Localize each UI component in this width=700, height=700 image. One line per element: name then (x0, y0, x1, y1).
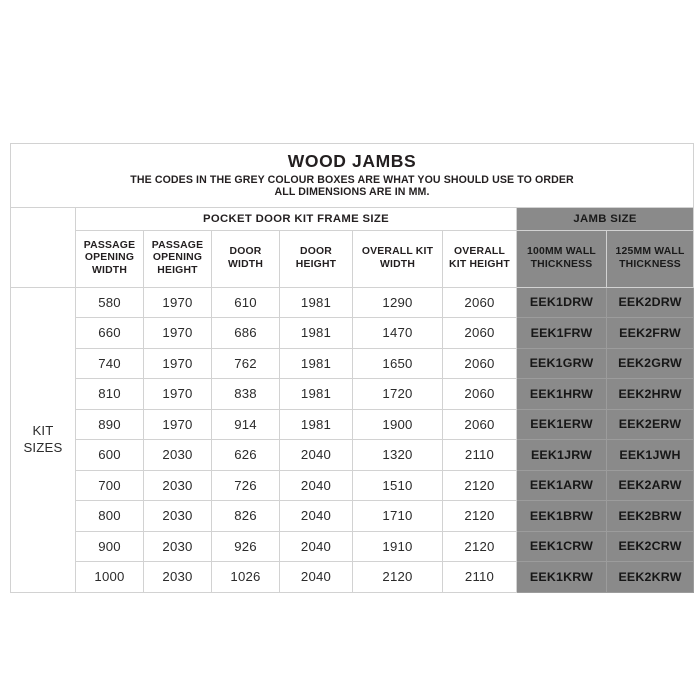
cell-door-height: 1981 (280, 318, 353, 349)
cell-overall-kit-width: 2120 (353, 562, 443, 593)
column-header-row (11, 230, 694, 287)
cell-door-width: 1026 (212, 562, 280, 593)
table-row (11, 501, 694, 532)
column-header-100mm-wall-thickness: 100MM WALL THICKNESS (517, 230, 607, 287)
cell-overall-kit-height: 2120 (443, 501, 517, 532)
column-header-door-width: DOOR WIDTH (212, 230, 280, 287)
cell-jamb-125mm-code: EEK1JWH (607, 440, 694, 471)
cell-overall-kit-width: 1710 (353, 501, 443, 532)
column-header-overall-kit-width: OVERALL KIT WIDTH (353, 230, 443, 287)
cell-jamb-125mm-code: EEK2GRW (607, 348, 694, 379)
cell-door-width: 726 (212, 470, 280, 501)
cell-overall-kit-height: 2110 (443, 562, 517, 593)
table-row (11, 318, 694, 349)
cell-passage-opening-height: 1970 (144, 287, 212, 318)
group-header-jamb-size: JAMB SIZE (517, 207, 694, 230)
cell-overall-kit-height: 2120 (443, 470, 517, 501)
cell-overall-kit-width: 1320 (353, 440, 443, 471)
cell-passage-opening-height: 1970 (144, 348, 212, 379)
cell-door-height: 2040 (280, 531, 353, 562)
table-body (11, 287, 694, 592)
cell-passage-opening-height: 1970 (144, 318, 212, 349)
table-row (11, 440, 694, 471)
cell-door-height: 2040 (280, 440, 353, 471)
cell-overall-kit-width: 1720 (353, 379, 443, 410)
cell-passage-opening-width: 660 (76, 318, 144, 349)
cell-jamb-100mm-code: EEK1KRW (517, 562, 607, 593)
cell-passage-opening-height: 1970 (144, 379, 212, 410)
cell-door-height: 1981 (280, 287, 353, 318)
cell-jamb-125mm-code: EEK2FRW (607, 318, 694, 349)
cell-jamb-100mm-code: EEK1GRW (517, 348, 607, 379)
cell-jamb-125mm-code: EEK2DRW (607, 287, 694, 318)
title-subline-2: ALL DIMENSIONS ARE IN MM. (274, 186, 430, 199)
cell-jamb-100mm-code: EEK1HRW (517, 379, 607, 410)
group-header-frame-size: POCKET DOOR KIT FRAME SIZE (76, 207, 517, 230)
table-row (11, 531, 694, 562)
cell-jamb-100mm-code: EEK1DRW (517, 287, 607, 318)
cell-passage-opening-width: 700 (76, 470, 144, 501)
cell-jamb-125mm-code: EEK2HRW (607, 379, 694, 410)
wood-jambs-spec-table (10, 143, 694, 593)
cell-door-width: 626 (212, 440, 280, 471)
cell-jamb-125mm-code: EEK2ARW (607, 470, 694, 501)
table-row (11, 470, 694, 501)
column-header-passage-opening-height: PASSAGE OPENING HEIGHT (144, 230, 212, 287)
column-header-passage-opening-width: PASSAGE OPENING WIDTH (76, 230, 144, 287)
title-block (11, 144, 694, 208)
cell-overall-kit-height: 2060 (443, 318, 517, 349)
cell-passage-opening-height: 2030 (144, 440, 212, 471)
table-row (11, 379, 694, 410)
cell-jamb-100mm-code: EEK1FRW (517, 318, 607, 349)
cell-jamb-125mm-code: EEK2ERW (607, 409, 694, 440)
cell-passage-opening-height: 1970 (144, 409, 212, 440)
cell-passage-opening-width: 580 (76, 287, 144, 318)
table-row (11, 348, 694, 379)
cell-passage-opening-width: 1000 (76, 562, 144, 593)
title-row (11, 144, 694, 208)
cell-door-width: 838 (212, 379, 280, 410)
cell-overall-kit-height: 2060 (443, 379, 517, 410)
cell-door-height: 1981 (280, 348, 353, 379)
cell-overall-kit-height: 2060 (443, 348, 517, 379)
column-header-door-height: DOOR HEIGHT (280, 230, 353, 287)
column-header-125mm-wall-thickness: 125MM WALL THICKNESS (607, 230, 694, 287)
column-header-overall-kit-height: OVERALL KIT HEIGHT (443, 230, 517, 287)
title-subline-1: THE CODES IN THE GREY COLOUR BOXES ARE WHAT YOU SHOULD USE TO ORDER (130, 173, 574, 186)
cell-jamb-100mm-code: EEK1ERW (517, 409, 607, 440)
cell-overall-kit-height: 2060 (443, 287, 517, 318)
cell-door-width: 826 (212, 501, 280, 532)
cell-passage-opening-width: 800 (76, 501, 144, 532)
corner-spacer (11, 207, 76, 287)
cell-passage-opening-height: 2030 (144, 562, 212, 593)
cell-jamb-125mm-code: EEK2KRW (607, 562, 694, 593)
cell-door-height: 2040 (280, 470, 353, 501)
cell-passage-opening-width: 900 (76, 531, 144, 562)
cell-door-width: 762 (212, 348, 280, 379)
cell-passage-opening-height: 2030 (144, 501, 212, 532)
cell-overall-kit-width: 1510 (353, 470, 443, 501)
cell-passage-opening-width: 890 (76, 409, 144, 440)
cell-door-width: 610 (212, 287, 280, 318)
cell-jamb-100mm-code: EEK1CRW (517, 531, 607, 562)
cell-jamb-100mm-code: EEK1ARW (517, 470, 607, 501)
cell-door-width: 686 (212, 318, 280, 349)
cell-overall-kit-width: 1900 (353, 409, 443, 440)
cell-door-height: 1981 (280, 379, 353, 410)
side-label-kit-sizes: KIT SIZES (11, 287, 76, 592)
cell-overall-kit-height: 2060 (443, 409, 517, 440)
cell-jamb-125mm-code: EEK2BRW (607, 501, 694, 532)
cell-jamb-125mm-code: EEK2CRW (607, 531, 694, 562)
cell-overall-kit-width: 1470 (353, 318, 443, 349)
cell-jamb-100mm-code: EEK1JRW (517, 440, 607, 471)
cell-jamb-100mm-code: EEK1BRW (517, 501, 607, 532)
cell-door-width: 926 (212, 531, 280, 562)
cell-overall-kit-height: 2120 (443, 531, 517, 562)
cell-passage-opening-height: 2030 (144, 470, 212, 501)
table-row (11, 562, 694, 593)
table-row (11, 409, 694, 440)
cell-overall-kit-width: 1290 (353, 287, 443, 318)
cell-door-height: 2040 (280, 562, 353, 593)
cell-door-width: 914 (212, 409, 280, 440)
cell-overall-kit-width: 1910 (353, 531, 443, 562)
cell-passage-opening-width: 600 (76, 440, 144, 471)
cell-door-height: 2040 (280, 501, 353, 532)
cell-passage-opening-width: 810 (76, 379, 144, 410)
cell-overall-kit-height: 2110 (443, 440, 517, 471)
cell-passage-opening-width: 740 (76, 348, 144, 379)
cell-door-height: 1981 (280, 409, 353, 440)
group-header-row (11, 207, 694, 230)
page-title: WOOD JAMBS (287, 151, 417, 171)
cell-overall-kit-width: 1650 (353, 348, 443, 379)
table-row (11, 287, 694, 318)
cell-passage-opening-height: 2030 (144, 531, 212, 562)
